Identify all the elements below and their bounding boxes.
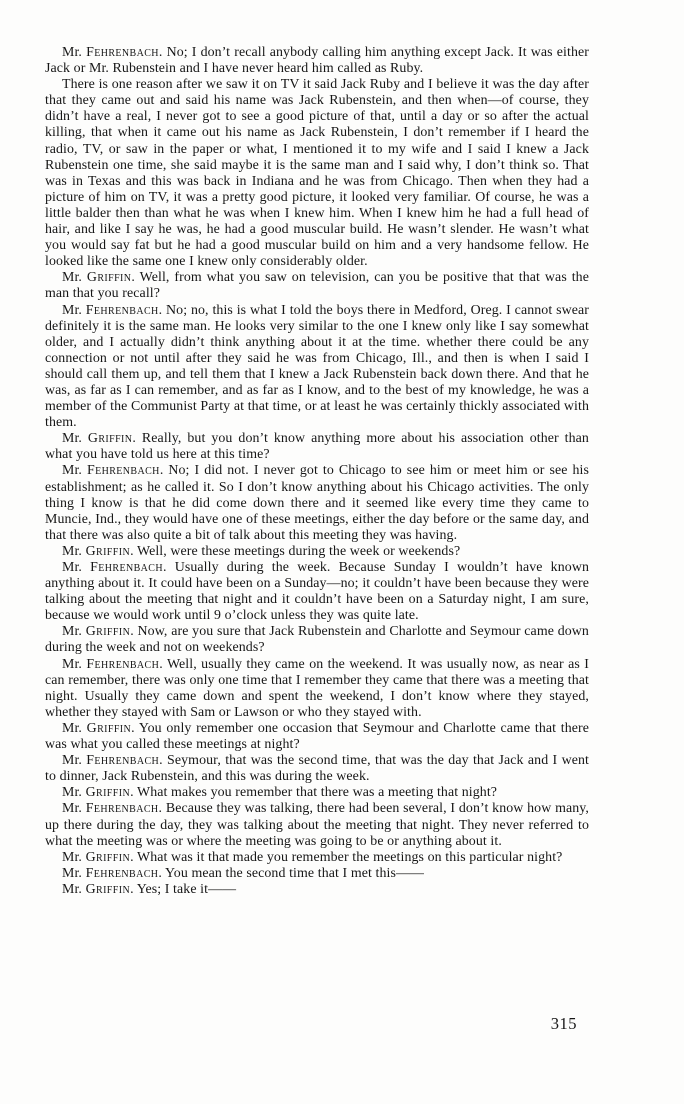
paragraph-text: Well, were these meetings during the week or weekends? [136, 543, 461, 559]
paragraph-text: Really, but you don’t know anything more about his association other than what you have told us here at this time? [45, 431, 589, 463]
paragraph-text: No; I don’t recall anybody calling him anything except Jack. It was either Jack or Mr. Rubenstein and I have never heard him called as Ruby. [45, 45, 589, 77]
paragraph-text: Well, usually they came on the weekend. It was usually now, as near as I can remember, there was only one time that I remember they came that there was a meeting that night. Usually they came down and spent the weekend, I don’t know where they stayed, whether they stayed with Sam or Lawson or who they stayed with. [45, 656, 589, 720]
paragraph [45, 45, 589, 77]
paragraph-text: Yes; I take it—— [136, 881, 237, 897]
speaker-label: Mr. Griffin. [62, 881, 137, 897]
speaker-label: Mr. Griffin. [62, 431, 142, 447]
paragraph-text: There is one reason after we saw it on TV it said Jack Ruby and I believe it was the day after that they came out and said his name was Jack Rubenstein, and then when—of course, they didn’t have a real, I never got to see a good picture of that, until a day or so after the actual killing, that when it came out his name as Jack Rubenstein, I don’t remember if I heard the radio, TV, or saw in the paper or what, I mentioned it to my wife and I said I knew a Jack Rubenstein one time, she said maybe it is the same man and I said why, I don’t think so. That was in Texas and this was back in Indiana and he was from Chicago. Then when they had a picture of him on TV, it was a pretty good picture, it looked very familiar. Of course, he was a little balder then than what he was when I knew him. When I knew him he had a full head of hair, and like I say he was, he had a good muscular build. He wasn’t slender. He wasn’t what you would say fat but he had a good muscular build on him and a very handsome fellow. He looked like the same one I knew only considerably older. [45, 77, 589, 270]
paragraph-text: Usually during the week. Because Sunday I wouldn’t have known anything about it. It could have been on a Sunday—no; it couldn’t have been because they were talking about the meeting that night and it couldn’t have been on a Saturday night, I am sure, because we would work until 9 o’clock unless they was quite late. [45, 560, 589, 624]
paragraph [45, 624, 589, 656]
paragraph [45, 303, 589, 432]
paragraph [45, 270, 589, 302]
speaker-label: Mr. Fehrenbach. [62, 801, 166, 817]
speaker-label: Mr. Fehrenbach. [62, 463, 169, 479]
speaker-label: Mr. Fehrenbach. [62, 302, 167, 318]
paragraph [45, 850, 589, 866]
paragraph-text: No; no, this is what I told the boys there in Medford, Oreg. I cannot swear definitely it is the same man. He looks very similar to the one I knew only like I say somewhat older, and I actually didn’t think anything about it at the time. whether there could be any connection or not until after they said he was from Chicago, Ill., and then is when I said I should call them up, and tell them that I knew a Jack Rubenstein back down there. And that he was, as far as I can remember, and as far as I know, and to the best of my knowledge, he was a member of the Communist Party at that time, or at least he was certainly thickly associated with them. [45, 302, 590, 431]
paragraph [45, 77, 589, 270]
paragraph [45, 721, 589, 753]
speaker-label: Mr. Griffin. [62, 720, 139, 736]
speaker-label: Mr. Griffin. [62, 849, 137, 865]
paragraph-text: No; I did not. I never got to Chicago to see him or meet him or see his establishment; as he called it. So I don’t know anything about his Chicago activities. The only thing I know is that he did come down there and it seemed like every time they came to Muncie, Ind., they would have one of these meetings, either the day before or the same day, and that there was also quite a bit of talk about this meeting they was having. [45, 463, 589, 543]
paragraph-text: You only remember one occasion that Seymour and Charlotte came that there was what you called these meetings at night? [45, 720, 589, 753]
speaker-label: Mr. Griffin. [62, 785, 137, 801]
paragraph [45, 544, 589, 560]
paragraph-text: Well, from what you saw on television, can you be positive that that was the man that you recall? [45, 270, 589, 302]
paragraph-text: Now, are you sure that Jack Rubenstein and Charlotte and Seymour came down during the week and not on weekends? [45, 624, 589, 656]
speaker-label: Mr. Fehrenbach. [62, 865, 166, 881]
paragraph [45, 753, 589, 785]
paragraph [45, 801, 589, 849]
speaker-label: Mr. Griffin. [62, 543, 137, 559]
page-number: 315 [550, 1014, 577, 1033]
paragraph [45, 657, 589, 721]
transcript-paragraphs [45, 45, 589, 898]
speaker-label: Mr. Griffin. [62, 624, 138, 640]
paragraph [45, 560, 589, 624]
paragraph [45, 463, 589, 543]
paragraph-text: What was it that made you remember the meetings on this particular night? [136, 849, 563, 865]
speaker-label: Mr. Griffin. [62, 270, 140, 286]
speaker-label: Mr. Fehrenbach. [62, 656, 167, 672]
paragraph-text: Because they was talking, there had been several, I don’t know how many, up there during the day, they was talking about the meeting that night. They never referred to what the meeting was or where the meeting was going to be or anything about it. [45, 801, 589, 849]
paragraph [45, 882, 589, 898]
paragraph-text: You mean the second time that I met this—— [165, 865, 425, 881]
paragraph [45, 866, 589, 882]
paragraph-text: Seymour, that was the second time, that was the day that Jack and I went to dinner, Jack Rubenstein, and this was during the week. [45, 753, 589, 785]
paragraph [45, 785, 589, 801]
speaker-label: Mr. Fehrenbach. [62, 560, 175, 575]
paragraph [45, 431, 589, 463]
speaker-label: Mr. Fehrenbach. [62, 45, 167, 60]
speaker-label: Mr. Fehrenbach. [62, 753, 168, 769]
paragraph-text: What makes you remember that there was a meeting that night? [136, 785, 498, 801]
